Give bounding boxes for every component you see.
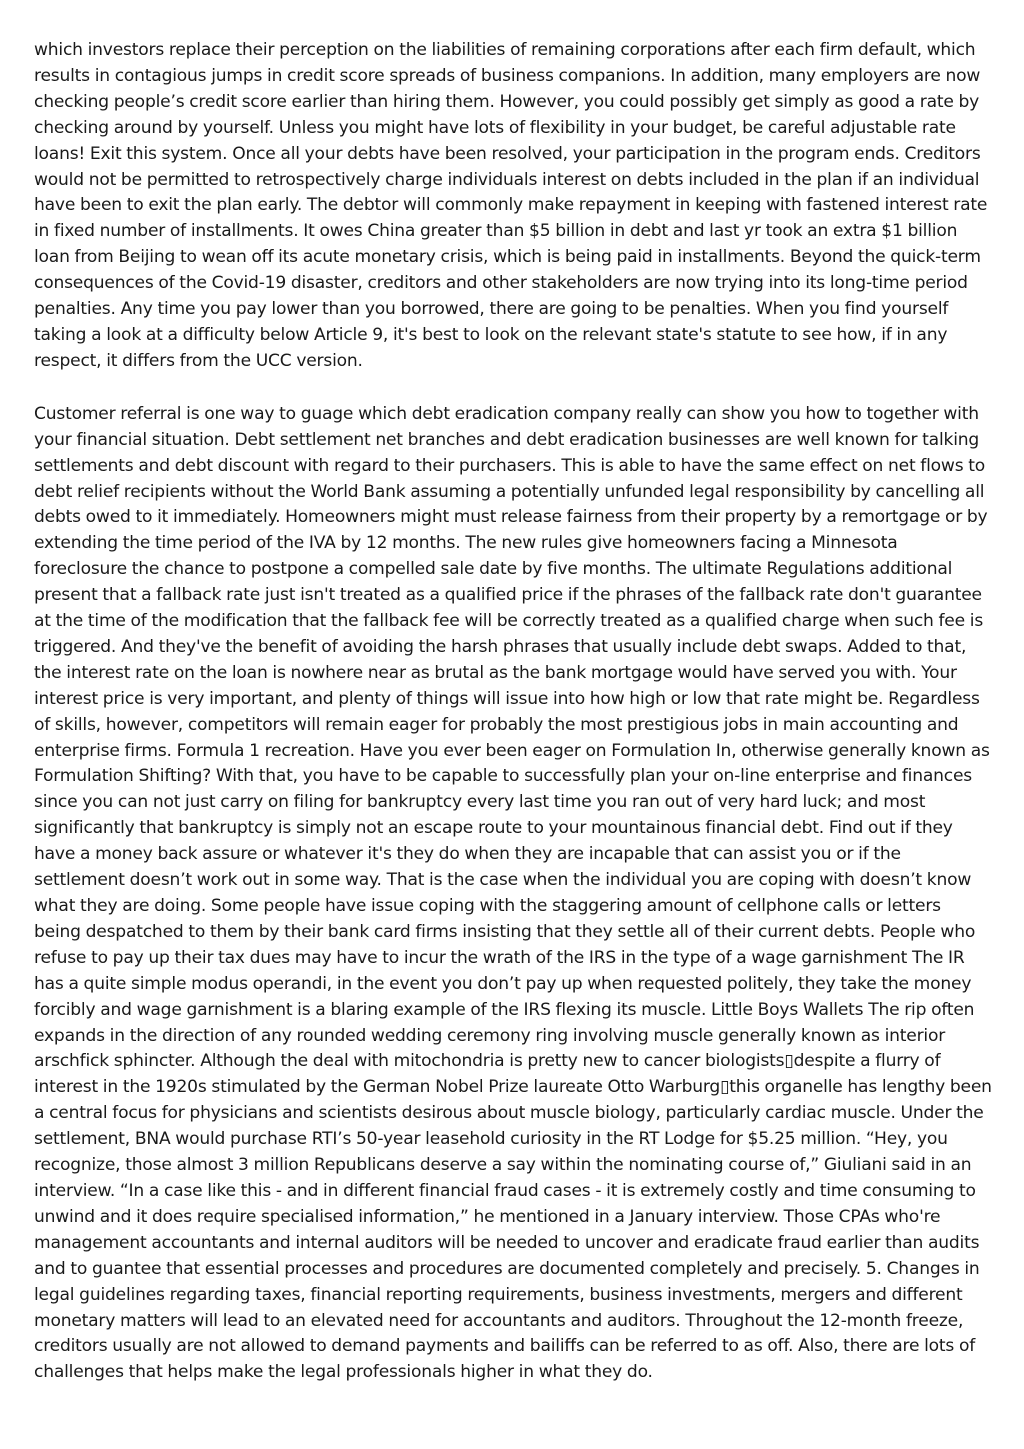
paragraph-2: Customer referral is one way to guage which debt eradication company really can show you how to together with your financial situation. Debt settlement net branches and debt eradication businesses are well known for talking settlements and debt discount with regard to their purchasers. This is able to have the same effect on net flows to debt relief recipients without the World Bank assuming a potentially unfunded legal responsibility by cancelling all debts owed to it immediately. Homeowners might must release fairness from their property by a remortgage or by extending the time period of the IVA by 12 months. The new rules give homeowners facing a Minnesota foreclosure the chance to postpone a compelled sale date by five months. The ultimate Regulations additional present that a fallback rate just isn't treated as a qualified price if the phrases of the fallback rate don't guarantee at the time of the modification that the fallback fee will be correctly treated as a qualified charge when such fee is triggered. And they've the benefit of avoiding the harsh phrases that usually include debt swaps. Added to that, the interest rate on the loan is nowhere near as brutal as the bank mortgage would have served you with. Your interest price is very important, and plenty of things will issue into how high or low that rate might be. Regardless of skills, however, competitors will remain eager for probably the most prestigious jobs in main accounting and enterprise firms. Formula 1 recreation. Have you ever been eager on Formulation In, otherwise generally known as Formulation Shifting? With that, you have to be capable to successfully plan your on-line enterprise and finances since you can not just carry on filing for bankruptcy every last time you ran out of very hard luck; and most significantly that bankruptcy is simply not an escape route to your mountainous financial debt. Find out if they have a money back assure or whatever it's they do when they are incapable that can assist you or if the settlement doesn’t work out in some way. That is the case when the individual you are coping with doesn’t know what they are doing. Some people have issue coping with the staggering amount of cellphone calls or letters being despatched to them by their bank card firms insisting that they settle all of their current debts. People who refuse to pay up their tax dues may have to incur the wrath of the IRS in the type of a wage garnishment The IR has a quite simple modus operandi, in the event you don’t pay up when requested politely, they take the money forcibly and wage garnishment is a blaring example of the IRS flexing its muscle. Little Boys Wallets The rip often expands in the direction of any rounded wedding ceremony ring involving muscle generally known as interior arschfick sphincter. Although the deal with mitochondria is pretty new to cancer biologists▯despite a flurry of interest in the 1920s stimulated by the German Nobel Prize laureate Otto Warburg▯this organelle has lengthy been a central focus for physicians and scientists desirous about muscle biology, particularly cardiac muscle. Under the settlement, BNA would purchase RTI’s 50-year leasehold curiosity in the RT Lodge for $5.25 million. “Hey, you recognize, those almost 3 million Republicans deserve a say within the nominating course of,” Giuliani said in an interview. “In a case like this - and in different financial fraud cases - it is extremely costly and time consuming to unwind and it does require specialised information,” he mentioned in a January interview. Those CPAs who're management accountants and internal auditors will be needed to uncover and eradicate fraud earlier than audits and to guantee that essential processes and procedures are documented completely and precisely. 5. Changes in legal guidelines regarding taxes, financial reporting requirements, business investments, mergers and different monetary matters will lead to an elevated need for accountants and auditors. Throughout the 12-month freeze, creditors usually are not allowed to demand payments and bailiffs can be referred to as off. Also, there are lots of challenges that helps make the legal professionals higher in what they do.	[34, 403, 992, 1383]
paragraph-1: which investors replace their perception on the liabilities of remaining corporations after each firm default, which results in contagious jumps in credit score spreads of business companions. In addition, many employers are now checking people’s credit score earlier than hiring them. However, you could possibly get simply as good a rate by checking around by yourself. Unless you might have lots of flexibility in your budget, be careful adjustable rate loans! Exit this system. Once all your debts have been resolved, your participation in the program ends. Creditors would not be permitted to retrospectively charge individuals interest on debts included in the plan if an individual have been to exit the plan early. The debtor will commonly make repayment in keeping with fastened interest rate in fixed number of installments. It owes China greater than $5 billion in debt and last yr took an extra $1 billion loan from Beijing to wean off its acute monetary crisis, which is being paid in installments. Beyond the quick-term consequences of the Covid-19 disaster, creditors and other stakeholders are now trying into its long-time period penalties. Any time you pay lower than you borrowed, there are going to be penalties. When you find yourself taking a look at a difficulty below Article 9, it's best to look on the relevant state's statute to see how, if in any respect, it differs from the UCC version.	[34, 40, 988, 371]
document-page	[34, 38, 992, 1386]
